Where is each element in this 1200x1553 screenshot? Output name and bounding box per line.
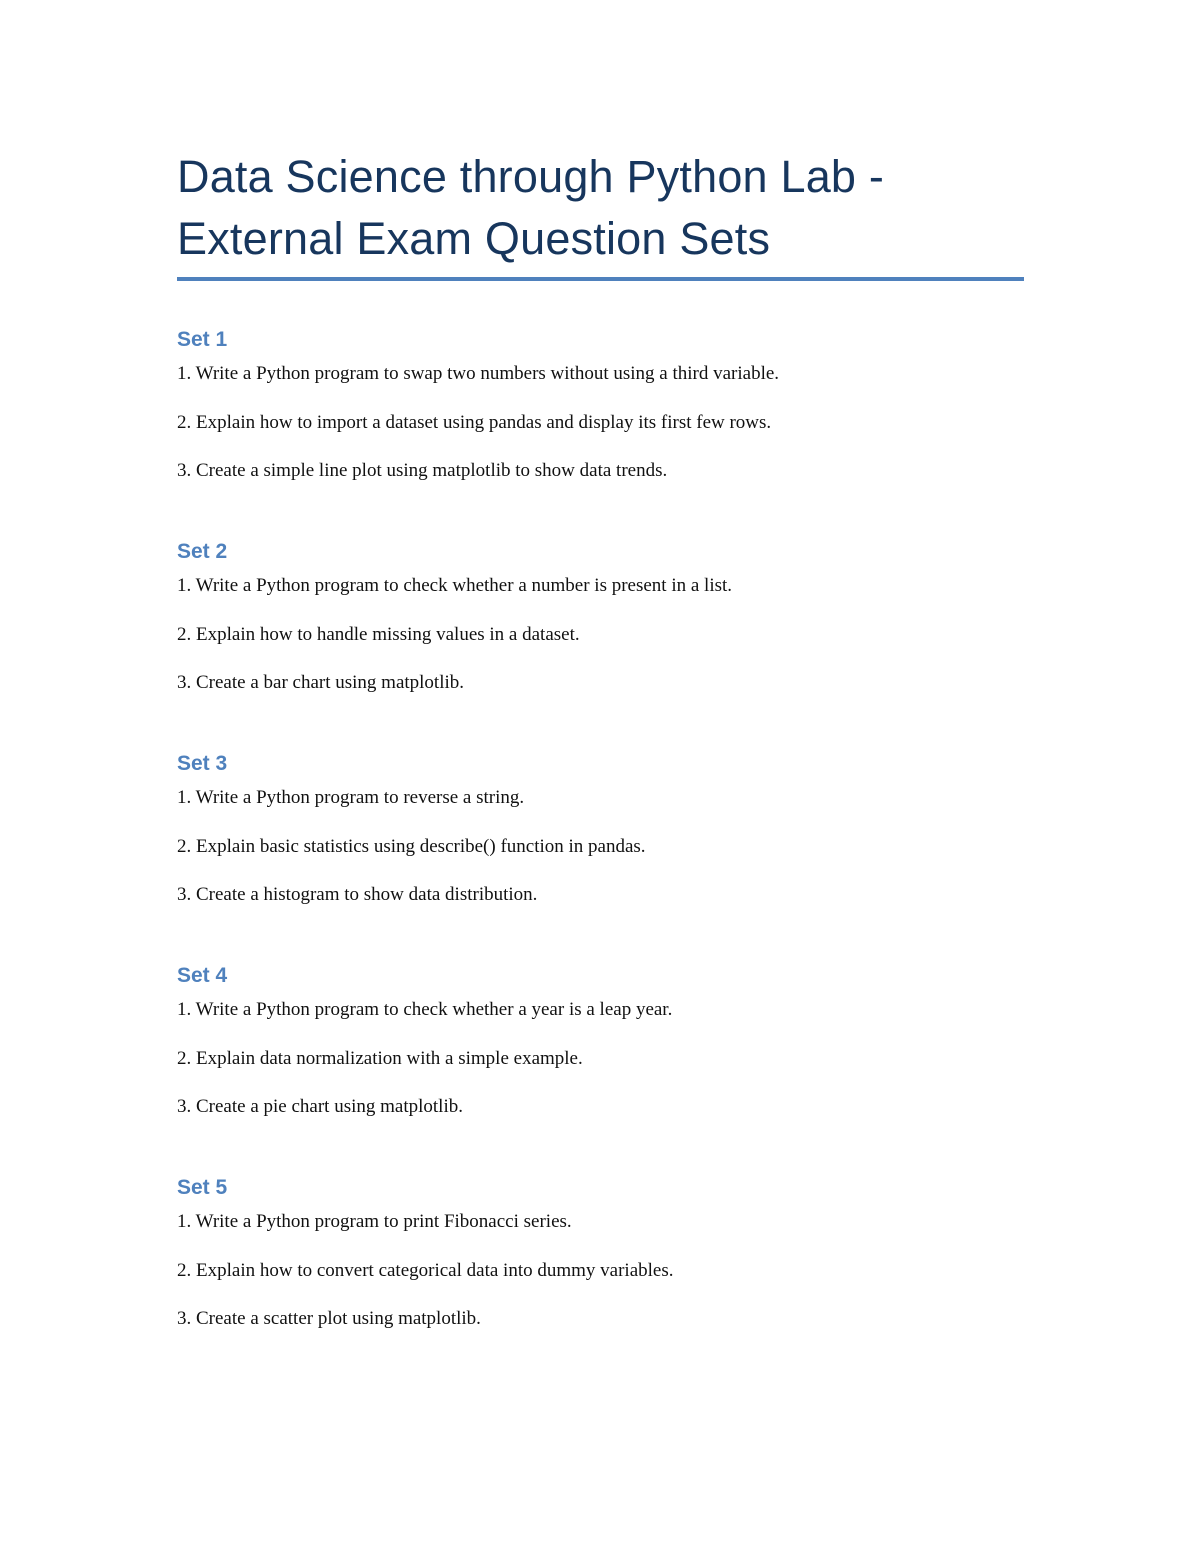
question-item: 3. Create a simple line plot using matplotlib to show data trends.	[177, 460, 668, 481]
title-divider	[177, 277, 1024, 281]
title-line-1: Data Science through Python Lab -	[177, 151, 885, 202]
document-title	[177, 146, 1024, 270]
document-page	[177, 146, 1024, 281]
question-item: 3. Create a pie chart using matplotlib.	[177, 1096, 463, 1117]
question-item: 3. Create a histogram to show data distribution.	[177, 884, 538, 905]
set-heading: Set 2	[177, 540, 228, 563]
question-item: 3. Create a scatter plot using matplotlib.	[177, 1308, 481, 1329]
set-heading: Set 4	[177, 964, 228, 987]
question-item: 1. Write a Python program to check whether a year is a leap year.	[177, 999, 673, 1020]
question-item: 2. Explain how to import a dataset using pandas and display its first few rows.	[177, 412, 772, 433]
question-item: 1. Write a Python program to check whether a number is present in a list.	[177, 575, 733, 596]
set-heading: Set 5	[177, 1176, 228, 1199]
set-heading: Set 3	[177, 752, 228, 775]
question-item: 1. Write a Python program to reverse a string.	[177, 787, 525, 808]
question-item: 2. Explain data normalization with a simple example.	[177, 1048, 583, 1069]
question-item: 2. Explain how to handle missing values in a dataset.	[177, 624, 580, 645]
question-item: 2. Explain basic statistics using describe() function in pandas.	[177, 836, 646, 857]
question-set-2	[177, 538, 1024, 693]
question-set-1	[177, 326, 1024, 481]
question-set-3	[177, 750, 1024, 905]
question-item: 2. Explain how to convert categorical data into dummy variables.	[177, 1260, 674, 1281]
question-set-4	[177, 962, 1024, 1117]
question-set-5	[177, 1174, 1024, 1329]
question-item: 3. Create a bar chart using matplotlib.	[177, 672, 465, 693]
question-item: 1. Write a Python program to print Fibonacci series.	[177, 1211, 572, 1232]
title-line-2: External Exam Question Sets	[177, 213, 771, 264]
set-heading: Set 1	[177, 328, 228, 351]
question-item: 1. Write a Python program to swap two numbers without using a third variable.	[177, 363, 780, 384]
